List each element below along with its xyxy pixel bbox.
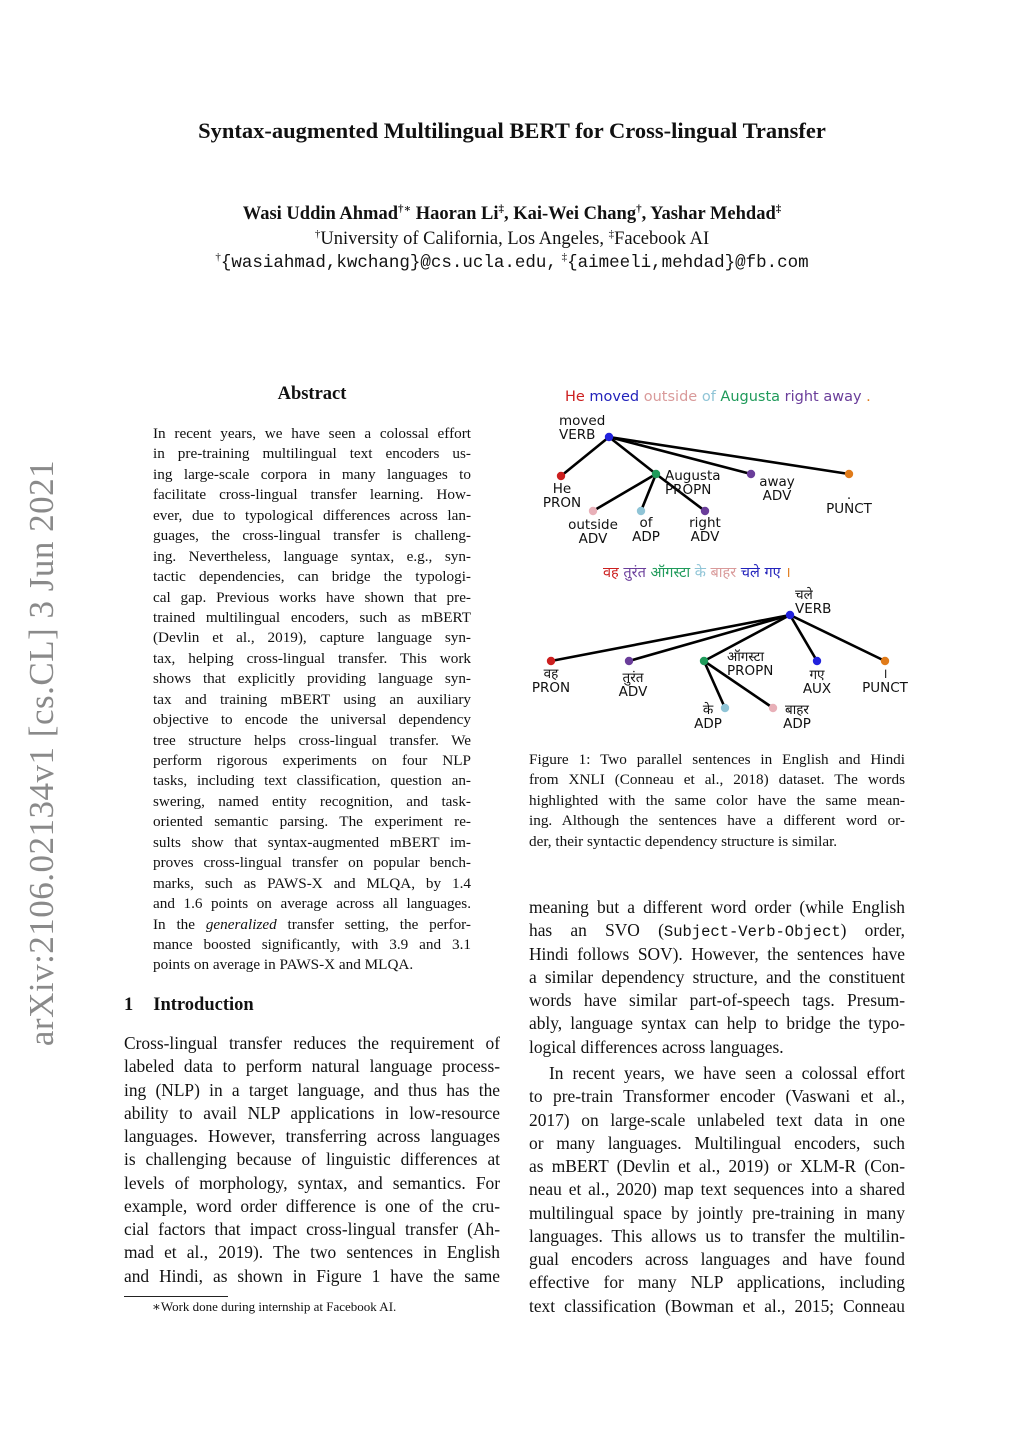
dependency-figure xyxy=(529,380,909,740)
node-word: चले xyxy=(795,587,813,603)
introduction-body xyxy=(124,1032,500,1288)
fb-email-mark: ‡ xyxy=(561,250,568,263)
node-tag: PUNCT xyxy=(826,501,872,517)
sentence-word: Augusta xyxy=(715,389,781,405)
right-column-paragraph-1 xyxy=(529,896,905,1059)
intro-line: labeled data to perform natural language process- xyxy=(124,1056,500,1077)
abstract-line: shows that explicitly providing language syn- xyxy=(153,670,471,688)
email-line xyxy=(0,252,1024,273)
tree-node xyxy=(721,704,729,712)
fb-affiliation: Facebook AI xyxy=(614,229,710,249)
abstract-line: swering, named entity recognition, and task- xyxy=(153,792,471,810)
node-word: moved xyxy=(559,413,606,429)
tree-node xyxy=(605,433,613,441)
abstract-line: objective to encode the universal dependency xyxy=(153,711,471,729)
author-1-marks: †∗ xyxy=(398,202,412,215)
intro-line: ability to avail NLP applications in low-resource xyxy=(124,1102,500,1123)
caption-line: ing. Although the sentences have a different word or- xyxy=(529,812,905,830)
footnote: ∗Work done during internship at Facebook AI. xyxy=(152,1299,397,1314)
node-tag: PRON xyxy=(542,495,582,511)
sentence-word: चले गए xyxy=(736,565,781,581)
body-line: meaning but a different word order (while English xyxy=(529,897,905,917)
body-line: has an SVO (Subject-Verb-Object) order, xyxy=(529,920,905,942)
body-line-citation[interactable]: to pre-train Transformer encoder (Vaswani et al., xyxy=(529,1086,905,1107)
tree-node xyxy=(786,611,794,619)
node-word: के xyxy=(702,702,714,718)
node-word: तुरंत xyxy=(622,670,644,686)
node-word: गए xyxy=(809,667,825,683)
sentence-word: ऑगस्टा xyxy=(645,565,691,581)
node-word: । xyxy=(882,666,888,682)
sentence-word: के xyxy=(690,565,706,581)
abstract-heading: Abstract xyxy=(277,384,347,404)
abstract-line: facilitate cross-lingual transfer learning. How- xyxy=(153,486,471,504)
paper-title: Syntax-augmented Multilingual BERT for Cross-lingual Transfer xyxy=(198,118,826,143)
intro-line: Cross-lingual transfer reduces the requirement of xyxy=(124,1033,500,1053)
fb-mark: ‡ xyxy=(608,227,615,240)
node-word: right xyxy=(689,515,721,531)
author-4-mark: ‡ xyxy=(775,202,782,215)
hindi-dependency-tree xyxy=(532,586,909,732)
sentence-word: moved xyxy=(584,389,640,405)
tree-node xyxy=(845,470,853,478)
node-tag: VERB xyxy=(559,427,596,443)
abstract-line: mance boosted significantly, with 3.9 and 3.1 xyxy=(153,935,471,953)
abstract-line: In recent years, we have seen a colossal effort xyxy=(153,425,471,442)
body-line: effective for many NLP applications, including xyxy=(529,1272,905,1293)
figure-caption xyxy=(529,750,905,852)
intro-line-figure-ref[interactable]: and Hindi, as shown in Figure 1 have the same xyxy=(124,1265,500,1286)
section-heading-introduction xyxy=(124,995,254,1016)
tree-node xyxy=(637,507,645,515)
body-line: multilingual space by jointly pre-training in many xyxy=(529,1202,905,1223)
body-line: a similar dependency structure, and the constituent xyxy=(529,966,905,987)
abstract-line: points on average in PAWS-X and MLQA. xyxy=(153,956,414,974)
body-line: or many languages. Multilingual encoders, such xyxy=(529,1132,905,1153)
node-tag: ADV xyxy=(690,529,720,545)
arxiv-stamp xyxy=(8,459,76,1047)
body-line-citation[interactable]: as mBERT (Devlin et al., 2019) or XLM-R (Con- xyxy=(529,1156,905,1176)
abstract-line: guages, the cross-lingual transfer is challeng- xyxy=(153,527,471,545)
english-sentence xyxy=(565,389,871,405)
sentence-word: He xyxy=(565,389,585,405)
author-list: Wasi Uddin Ahmad†∗ Haoran Li‡, Kai-Wei Chang†, Yashar Mehdad‡ xyxy=(242,202,782,224)
caption-line: Figure 1: Two parallel sentences in English and Hindi xyxy=(529,751,905,768)
node-tag: ADP xyxy=(632,529,660,545)
body-line: logical differences across languages. xyxy=(529,1036,784,1057)
ucla-affiliation: University of California, Los Angeles, xyxy=(320,229,609,249)
sentence-word: . xyxy=(861,389,871,405)
abstract-line: perform rigorous experiments on four NLP xyxy=(153,752,471,769)
author-3: Kai-Wei Chang xyxy=(513,204,637,224)
hindi-sentence xyxy=(603,564,791,581)
node-tag: PUNCT xyxy=(862,680,908,696)
sentence-word: । xyxy=(780,565,791,581)
abstract-line: ing large-scale corpora in many languages to xyxy=(153,465,471,483)
body-line: Hindi follows SOV). However, the sentences have xyxy=(529,943,905,964)
body-line: In recent years, we have seen a colossal effort xyxy=(549,1063,905,1083)
dependency-edge xyxy=(593,474,656,511)
node-word: of xyxy=(639,515,653,531)
body-line: gual encoders across languages and have found xyxy=(529,1249,905,1269)
sentence-word: outside xyxy=(639,389,698,405)
tree-node xyxy=(652,470,660,478)
author-2: Haoran Li xyxy=(415,204,499,224)
node-tag: ADP xyxy=(694,716,722,732)
abstract-line: ever, due to typological differences across lan- xyxy=(153,506,471,524)
hi-sentence-text xyxy=(603,564,791,581)
tree-node xyxy=(547,657,555,665)
node-word: बाहर xyxy=(785,702,809,718)
abstract-line: tax, helping cross-lingual transfer. This work xyxy=(153,649,471,667)
abstract-line: cal gap. Previous works have shown that pre- xyxy=(153,588,471,606)
body-line-citation[interactable]: neau et al., 2020) map text sequences into a shared xyxy=(529,1179,905,1200)
section-number: 1 xyxy=(124,995,134,1015)
intro-line-citation[interactable]: cial factors that impact cross-lingual transfer (Ah- xyxy=(124,1219,500,1239)
abstract-line-citation[interactable]: (Devlin et al., 2019), capture language syn- xyxy=(153,629,471,647)
body-line: words have similar part-of-speech tags. Presum- xyxy=(529,990,905,1010)
intro-line: example, word order difference is one of the cru- xyxy=(124,1195,500,1216)
right-column-paragraph-2 xyxy=(529,1062,905,1318)
caption-line: highlighted with the same color have the same mean- xyxy=(529,791,905,809)
node-tag: PROPN xyxy=(665,482,712,498)
sentence-word: तुरंत xyxy=(618,565,646,581)
node-word: . xyxy=(846,487,852,503)
ucla-email-mark: † xyxy=(215,250,221,263)
author-1: Wasi Uddin Ahmad xyxy=(242,204,398,224)
body-line: languages. This allows us to transfer the multilin- xyxy=(529,1225,905,1246)
node-tag: ADV xyxy=(618,684,648,700)
english-dependency-tree xyxy=(543,413,873,547)
sentence-word: away xyxy=(818,389,862,405)
abstract-line: In the generalized transfer setting, the perfor- xyxy=(153,915,471,933)
sentence-word: right xyxy=(780,389,819,405)
author-2-mark: ‡ xyxy=(498,202,504,215)
tree-node xyxy=(813,657,821,665)
node-word: Augusta xyxy=(665,468,721,484)
node-tag: ADP xyxy=(783,716,811,732)
intro-line: languages. However, transferring across languages xyxy=(124,1126,500,1146)
abstract-line: oriented semantic parsing. The experiment re- xyxy=(153,813,471,831)
intro-line: levels of morphology, syntax, and semantics. For xyxy=(124,1172,500,1193)
sentence-word: वह xyxy=(603,565,619,581)
tree-node xyxy=(557,472,565,480)
tree-node xyxy=(700,657,708,665)
abstract-line: tree structure helps cross-lingual transfer. We xyxy=(153,731,471,749)
node-tag: PRON xyxy=(531,680,571,696)
abstract-line: proves cross-lingual transfer on popular bench- xyxy=(153,854,471,872)
node-word: ऑगस्टा xyxy=(727,649,764,665)
ucla-emails[interactable]: {wasiahmad,kwchang}@cs.ucla.edu, xyxy=(220,253,557,273)
node-word: He xyxy=(552,481,572,497)
en-sentence-text xyxy=(565,389,871,405)
node-tag: ADV xyxy=(762,488,792,504)
caption-line: der, their syntactic dependency structure is similar. xyxy=(529,832,838,850)
emphasis: generalized xyxy=(205,915,277,933)
tree-node xyxy=(701,507,709,515)
svo-monospace: Subject-Verb-Object xyxy=(663,923,841,942)
abstract-line: sults show that syntax-augmented mBERT im- xyxy=(153,833,471,851)
body-line-citation[interactable]: 2017) on large-scale unlabeled text data in one xyxy=(529,1109,905,1130)
body-line-citation[interactable]: text classification (Bowman et al., 2015; Conneau xyxy=(529,1295,905,1316)
abstract-body xyxy=(153,424,471,976)
author-4: Yashar Mehdad xyxy=(650,204,776,224)
sentence-word: बाहर xyxy=(705,565,737,581)
footnote-rule xyxy=(124,1296,228,1297)
abstract-line: ing. Nevertheless, language syntax, e.g., syn- xyxy=(153,547,471,565)
intro-line-citation[interactable]: mad et al., 2019). The two sentences in English xyxy=(124,1242,500,1263)
tree-node xyxy=(769,704,777,712)
caption-line: from XNLI (Conneau et al., 2018) dataset. The words xyxy=(529,771,905,789)
body-line: ably, language syntax can help to bridge the typo- xyxy=(529,1013,905,1034)
node-tag: VERB xyxy=(795,601,832,617)
node-word: away xyxy=(759,474,795,490)
intro-line: is challenging because of linguistic differences at xyxy=(124,1149,500,1170)
dependency-edge xyxy=(629,615,790,661)
node-tag: ADV xyxy=(578,531,608,547)
section-title: Introduction xyxy=(153,995,254,1015)
node-tag: AUX xyxy=(802,681,832,697)
tree-node xyxy=(625,657,633,665)
tree-node xyxy=(747,470,755,478)
abstract-line: trained multilingual encoders, such as mBERT xyxy=(153,608,471,626)
arxiv-stamp-text: arXiv:2106.02134v1 [cs.CL] 3 Jun 2021 xyxy=(22,459,61,1047)
abstract-line: tasks, including text classification, question an- xyxy=(153,772,471,790)
affiliations xyxy=(0,229,1024,250)
abstract-line: tax and training mBERT using an auxiliary xyxy=(153,690,471,708)
abstract-line: tactic dependencies, can bridge the typologi- xyxy=(153,568,471,586)
node-word: वह xyxy=(543,666,559,682)
sentence-word: of xyxy=(697,389,716,405)
ucla-mark: † xyxy=(314,227,321,240)
intro-line: ing (NLP) in a target language, and thus has the xyxy=(124,1079,500,1100)
abstract-line: in pre-training multilingual text encoders us- xyxy=(153,445,471,463)
author-3-mark: † xyxy=(636,202,642,215)
abstract-line: and 1.6 points on average across all languages. xyxy=(153,895,471,913)
fb-emails[interactable]: {aimeeli,mehdad}@fb.com xyxy=(567,253,809,273)
tree-node xyxy=(881,657,889,665)
abstract-line: marks, such as PAWS-X and MLQA, by 1.4 xyxy=(153,874,471,892)
tree-node xyxy=(589,507,597,515)
node-word: outside xyxy=(568,517,618,533)
node-tag: PROPN xyxy=(727,663,774,679)
